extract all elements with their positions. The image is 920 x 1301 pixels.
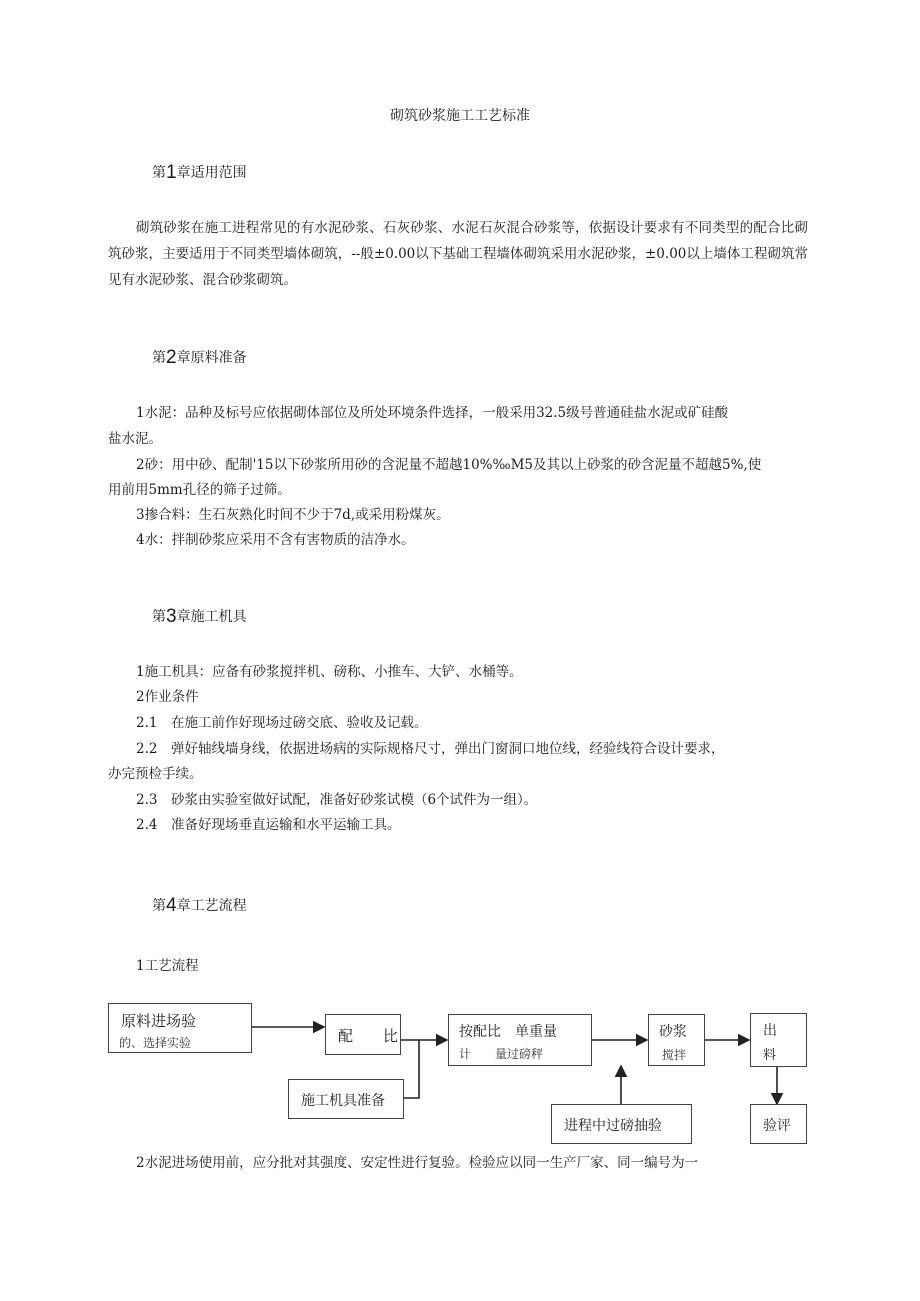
ch3-line-4b: 办完预检手续。: [108, 766, 203, 782]
ch2-line-1a: 1水泥：品种及标号应依据砌体部位及所处环境条件选择，一般采用32.5级号普通硅盐水泥或矿硅酸: [136, 405, 729, 421]
chapter-title: 章施工机具: [176, 609, 247, 625]
flow-box-mixing: [648, 1014, 705, 1066]
chapter-title: 章工艺流程: [176, 898, 247, 914]
connector-box6-to-flow: [404, 1040, 419, 1098]
ch3-line-5: 2.3 砂浆由实验室做好试配，准备好砂浆试模（6个试件为一组）。: [136, 792, 538, 808]
chapter-number: 1: [166, 162, 177, 183]
flow-box-text: 验评: [763, 1118, 791, 1134]
flow-box-text: 原料进场验: [121, 1012, 197, 1030]
ch3-line-1: 1施工机具：应备有砂浆搅拌机、磅称、小推车、大铲、水桶等。: [136, 664, 523, 680]
ch2-line-2b: 用前用5mm孔径的筛子过筛。: [108, 482, 291, 498]
chapter-title: 章原料准备: [176, 350, 247, 366]
flow-box-mix-ratio: [325, 1014, 401, 1055]
flow-box-text: 施工机具准备: [301, 1093, 385, 1109]
chapter-1-paragraph: 砌筑砂浆在施工进程常见的有水泥砂浆、石灰砂浆、水泥石灰混合砂浆等，依据设计要求有不同类型的配合比砌筑砂浆，主要适用于不同类型墙体砌筑，--般±0.00以下基础工程墙体砌筑采用水泥砂浆，±0.00以上墙体工程砌筑常见有水泥砂浆、混合砂浆砌筑。: [108, 220, 808, 288]
flow-box-raw-material: [108, 1003, 252, 1053]
chapter-number: 3: [166, 606, 177, 627]
chapter-number: 4: [166, 895, 177, 916]
ch3-line-4a: 2.2 弹好轴线墙身线，依据进场病的实际规格尺寸，弹出门窗洞口地位线，经验线符合设计要求，: [136, 741, 725, 757]
flow-box-text: 出: [763, 1023, 777, 1039]
page-title: 砌筑砂浆施工工艺标准: [390, 108, 530, 124]
ch3-line-2: 2作业条件: [136, 689, 199, 705]
chapter-prefix: 第: [152, 609, 166, 625]
flow-box-text: 配 比: [338, 1027, 399, 1045]
ch2-line-1b: 盐水泥。: [108, 431, 162, 447]
ch4-tail-line: 2水泥进场使用前，应分批对其强度、安定性进行复验。检验应以同一生产厂家、同一编号为一: [136, 1155, 699, 1171]
flow-box-text: 的、选择实验: [119, 1036, 192, 1050]
flow-box-text: 进程中过磅抽验: [564, 1118, 662, 1134]
flow-box-sampling: [551, 1104, 692, 1144]
flow-box-text: 料: [763, 1048, 777, 1063]
chapter-prefix: 第: [152, 350, 166, 366]
flow-box-text: 搅拌: [662, 1048, 687, 1062]
ch4-subheading: 1工艺流程: [136, 958, 199, 974]
chapter-prefix: 第: [152, 165, 166, 181]
flow-box-equipment: [288, 1079, 404, 1119]
flow-box-evaluation: [750, 1104, 807, 1144]
flow-box-text: 砂浆: [659, 1024, 687, 1040]
chapter-number: 2: [166, 347, 177, 368]
flow-box-text: 计 量过磅秤: [459, 1047, 544, 1061]
ch2-line-2a: 2砂：用中砂、配制'15以下砂浆所用砂的含泥量不超越10%‰M5及其以上砂浆的砂含泥量不超越5%,使: [136, 457, 762, 473]
flow-box-output: [750, 1013, 807, 1067]
ch2-line-4: 4水：拌制砂浆应采用不含有害物质的洁净水。: [136, 532, 415, 548]
ch3-line-3: 2.1 在施工前作好现场过磅交底、验收及记载。: [136, 715, 428, 731]
flow-box-text: 按配比 单重量: [459, 1024, 557, 1040]
ch3-line-6: 2.4 准备好现场垂直运输和水平运输工具。: [136, 817, 401, 833]
ch2-line-3: 3掺合料：生石灰熟化时间不少于7d,或采用粉煤灰。: [136, 507, 450, 523]
chapter-prefix: 第: [152, 898, 166, 914]
chapter-title: 章适用范围: [176, 165, 247, 181]
flow-box-weigh: [448, 1014, 592, 1066]
